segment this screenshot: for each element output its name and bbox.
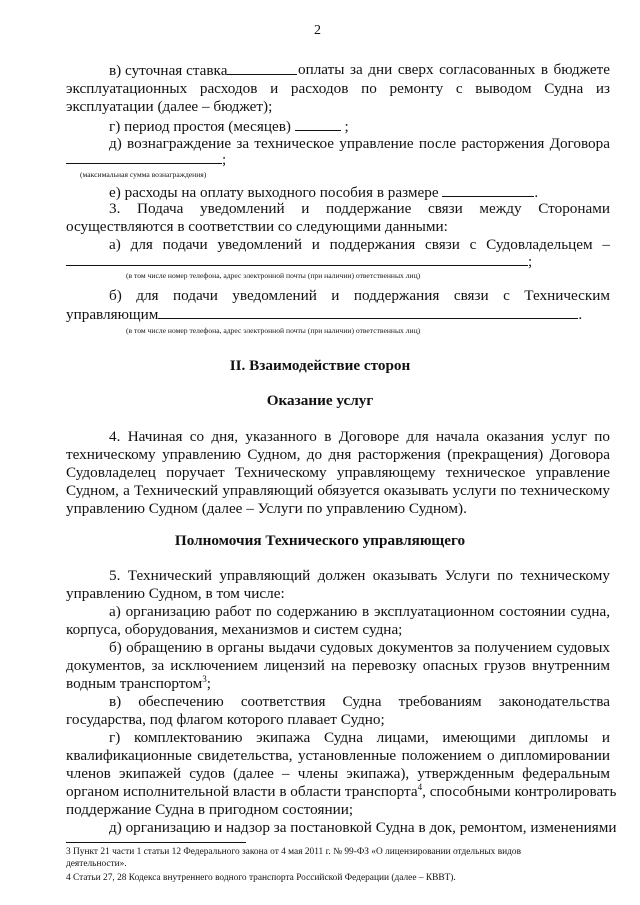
text-line: в) суточная ставка bbox=[109, 61, 297, 80]
subsection-heading: Оказание услуг bbox=[266, 392, 374, 409]
paragraph-line: квалификационные свидетельства, установленные положением о дипломировании bbox=[66, 747, 610, 764]
paragraph-line: государства, под флагом которого плавает Судно; bbox=[66, 711, 385, 728]
blank-field bbox=[295, 117, 341, 131]
paragraph-line: водным транспортом$^3$; bbox=[66, 673, 211, 692]
footnote-ref[interactable]: 3 bbox=[202, 673, 207, 684]
text-line: б) для подачи уведомлений и поддержания связи с Техническим bbox=[109, 287, 610, 304]
paragraph-line: г) комплектованию экипажа Судна лицами, имеющими дипломы и bbox=[109, 729, 610, 746]
text-line: эксплуатации (далее – бюджет); bbox=[66, 98, 273, 115]
paragraph-line: б) обращению в органы выдачи судовых документов за получением судовых bbox=[109, 639, 610, 656]
paragraph-line: управлению Судном (далее – Услуги по управлению Судном). bbox=[66, 500, 467, 517]
text-line: управляющим . bbox=[66, 306, 583, 323]
paragraph-line: в) обеспечению соответствия Судна требованиям законодательства bbox=[109, 693, 610, 710]
footnote-ref[interactable]: 4 bbox=[417, 781, 423, 792]
text-line: а) для подачи уведомлений и поддержания связи с Судовладельцем – bbox=[109, 236, 610, 253]
paragraph-line: Судном, а Технический управляющий обязуется оказывать услуги по техническому bbox=[66, 482, 610, 499]
footnote-3-cont: деятельности». bbox=[66, 859, 127, 869]
paragraph-line: документов, за исключением лицензий на перевозку опасных грузов внутренним bbox=[66, 657, 610, 674]
text-line: эксплуатационных расходов и расходов по ремонту с выводом Судна из bbox=[66, 80, 610, 97]
blank-field bbox=[158, 305, 578, 319]
text-line: ; bbox=[66, 252, 532, 271]
blank-field bbox=[442, 183, 534, 197]
paragraph-line: техническому управлению Судном, до дня расторжения (прекращения) Договора bbox=[66, 446, 610, 463]
text-line: оплаты за дни сверх согласованных в бюджете bbox=[298, 61, 610, 78]
text-line: е) расходы на оплату выходного пособия в размере . bbox=[109, 184, 539, 201]
blank-field bbox=[66, 150, 222, 164]
paragraph-line: Судовладелец поручает Техническому управляющему техническое управление bbox=[66, 464, 610, 481]
text-line: 3. Подача уведомлений и поддержание связи между Сторонами bbox=[109, 200, 610, 217]
section-heading: II. Взаимодействие сторон bbox=[229, 357, 411, 374]
footnote-3: 3 Пункт 21 части 1 статьи 12 Федерального закона от 4 мая 2011 г. № 99-ФЗ «О лицензировании отдельных видов bbox=[66, 847, 522, 857]
blank-field bbox=[66, 252, 528, 266]
subsection-heading: Полномочия Технического управляющего bbox=[174, 532, 466, 549]
field-caption: (максимальная сумма вознаграждения) bbox=[80, 170, 207, 179]
text-line: г) период простоя (месяцев) ; bbox=[109, 118, 349, 135]
paragraph-line: поддержание Судна в пригодном состоянии; bbox=[66, 801, 354, 818]
page-number: 2 bbox=[314, 23, 321, 38]
paragraph-line: а) организацию работ по содержанию в эксплуатационном состоянии судна, bbox=[109, 603, 610, 620]
field-caption: (в том числе номер телефона, адрес электронной почты (при наличии) ответственных лиц) bbox=[126, 271, 421, 280]
text-line: ; bbox=[66, 150, 226, 169]
paragraph-line: членов экипажей судов (далее – члены экипажа), утвержденным федеральным bbox=[66, 765, 610, 782]
paragraph-line: 5. Технический управляющий должен оказывать Услуги по техническому bbox=[109, 567, 610, 584]
paragraph-line: д) организацию и надзор за постановкой Судна в док, ремонтом, изменениями bbox=[109, 819, 617, 836]
text-line: д) вознаграждение за техническое управление после расторжения Договора bbox=[109, 135, 610, 152]
text-line: осуществляются в соответствии со следующими данными: bbox=[66, 218, 448, 235]
paragraph-line: 4. Начиная со дня, указанного в Договоре для начала оказания услуг по bbox=[109, 428, 610, 445]
footnote-4: 4 Статьи 27, 28 Кодекса внутреннего водного транспорта Российской Федерации (далее – КВВТ). bbox=[66, 873, 456, 883]
field-caption: (в том числе номер телефона, адрес электронной почты (при наличии) ответственных лиц) bbox=[126, 326, 421, 335]
blank-field bbox=[227, 61, 297, 75]
paragraph-line: управлению Судном, в том числе: bbox=[66, 585, 285, 602]
paragraph-line: органом исполнительной власти в области транспорта$^4$, способными контролировать bbox=[66, 781, 617, 800]
paragraph-line: корпуса, оборудования, механизмов и систем судна; bbox=[66, 621, 403, 638]
footnote-divider bbox=[66, 842, 246, 843]
